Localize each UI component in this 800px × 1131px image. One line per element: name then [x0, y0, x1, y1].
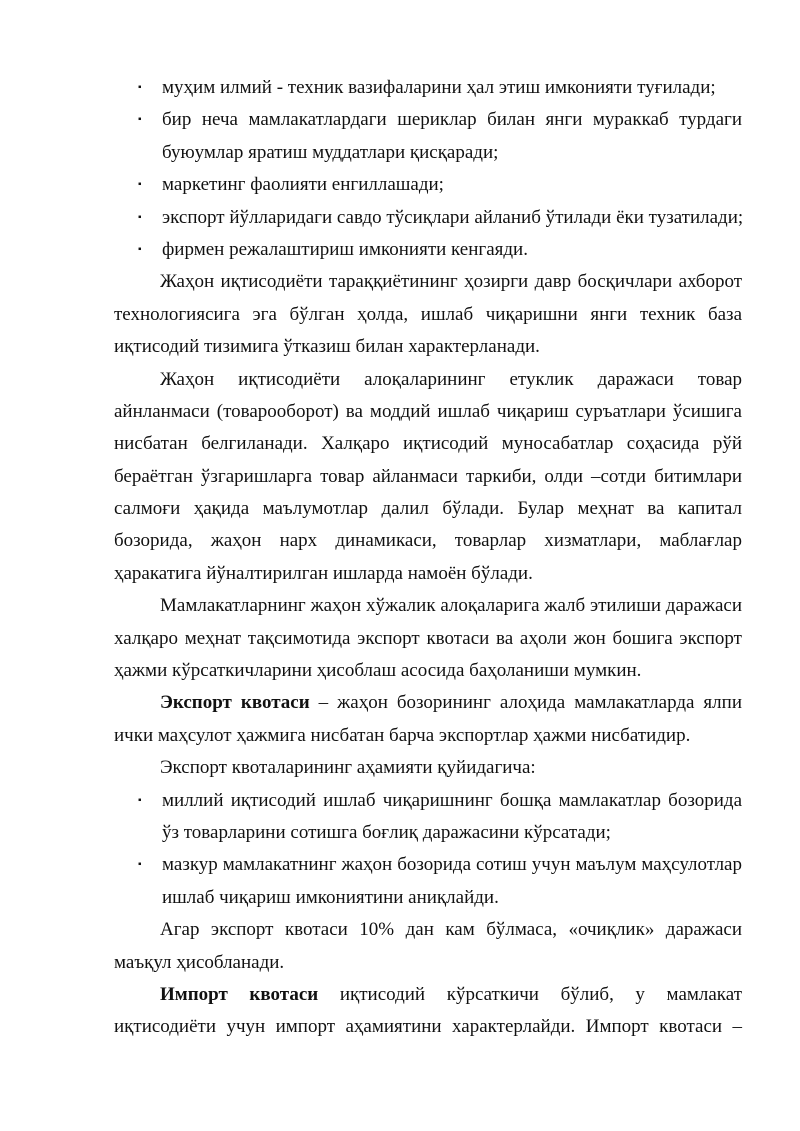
bullet-icon: ▪ — [138, 243, 142, 255]
bullet-item-continuation: ўз товарларини сотишга боғлиқ даражасини кўрсатади; — [162, 821, 611, 843]
paragraph-line: Импорт квотаси иқтисодий кўрсаткичи бўлиб, у мамлакат — [160, 983, 742, 1005]
paragraph-line: Экспорт квоталарининг аҳамияти қуйидагича: — [160, 757, 536, 779]
bullet-item: ▪ мазкур мамлакатнинг жаҳон бозорида сотиш учун маълум маҳсулотлар — [114, 849, 742, 881]
bullet-item: ▪ муҳим илмий - техник вазифаларини ҳал этиш имконияти туғилади; — [114, 72, 742, 104]
bullet-item-continuation: буюумлар яратиш муддатлари қисқаради; — [162, 141, 499, 163]
paragraph-line: маъқул ҳисобланади. — [114, 951, 285, 973]
bullet-icon: ▪ — [138, 82, 142, 93]
paragraph-line: халқаро меҳнат тақсимотида экспорт квотаси ва аҳоли жон бошига экспорт — [114, 627, 742, 649]
bullet-item: ▪ маркетинг фаолияти енгиллашади; — [114, 169, 742, 201]
bullet-icon: ▪ — [138, 114, 142, 126]
paragraph-line: иқтисодий тизимига ўтказиш билан характерланади. — [114, 336, 540, 358]
paragraph-line: нисбатан белгиланади. Халқаро иқтисодий муносабатлар соҳасида рўй — [114, 433, 742, 455]
paragraph-line: салмоғи ҳақида маълумотлар далил бўлади. Булар меҳнат ва капитал — [114, 498, 742, 520]
bullet-item: ▪ экспорт йўлларидаги савдо тўсиқлари айланиб ўтилади ёки тузатилади; — [114, 202, 742, 234]
bullet-icon: ▪ — [138, 179, 142, 191]
paragraph-line: бераётган ўзгаришларга товар айланмаси таркиби, олди –сотди битимлари — [114, 465, 742, 487]
paragraph-line: Агар экспорт квотаси 10% дан кам бўлмаса, «очиқлик» даражаси — [160, 919, 742, 941]
bullet-icon: ▪ — [138, 211, 142, 223]
paragraph-line: бозорида, жаҳон нарх динамикаси, товарлар хизматлари, маблағлар — [114, 530, 742, 552]
paragraph-line: ички маҳсулот ҳажмига нисбатан барча экспортлар ҳажми нисбатидир. — [114, 724, 691, 746]
paragraph-line: Жаҳон иқтисодиёти алоқаларининг етуклик даражаси товар — [160, 368, 742, 390]
term-export-quota: Экспорт квотаси — [160, 692, 310, 714]
bullet-item: ▪ фирмен режалаштириш имконияти кенгаяди. — [114, 234, 742, 266]
bullet-item: ▪ бир неча мамлакатлардаги шериклар билан янги мураккаб турдаги — [114, 104, 742, 136]
paragraph-line: Экспорт квотаси – жаҳон бозорининг алоҳида мамлакатларда ялпи — [160, 692, 742, 714]
bullet-item-continuation: ишлаб чиқариш имкониятини аниқлайди. — [162, 886, 499, 908]
bullet-icon: ▪ — [138, 859, 142, 871]
document-body — [114, 72, 742, 1044]
paragraph-line: Жаҳон иқтисодиёти тараққиётининг ҳозирги давр босқичлари ахборот — [160, 271, 742, 293]
paragraph-line: иқтисодиёти учун импорт аҳамиятини характерлайди. Импорт квотаси – — [114, 1016, 742, 1038]
paragraph-line: айнланмаси (товарооборот) ва моддий ишлаб чиқариш суръатлари ўсишига — [114, 400, 742, 422]
bullet-item: ▪ миллий иқтисодий ишлаб чиқаришнинг бошқа мамлакатлар бозорида — [114, 785, 742, 817]
paragraph-line: ҳажми кўрсаткичларини ҳисоблаш асосида баҳоланиши мумкин. — [114, 660, 642, 682]
bullet-icon: ▪ — [138, 794, 142, 806]
paragraph-line: ҳаракатига йўналтирилган ишларда намоён бўлади. — [114, 562, 533, 584]
paragraph-line: Мамлакатларнинг жаҳон хўжалик алоқаларига жалб этилиши даражаси — [160, 595, 742, 617]
paragraph-line: технологиясига эга бўлган ҳолда, ишлаб чиқаришни янги техник база — [114, 303, 742, 325]
term-import-quota: Импорт квотаси — [160, 983, 319, 1005]
